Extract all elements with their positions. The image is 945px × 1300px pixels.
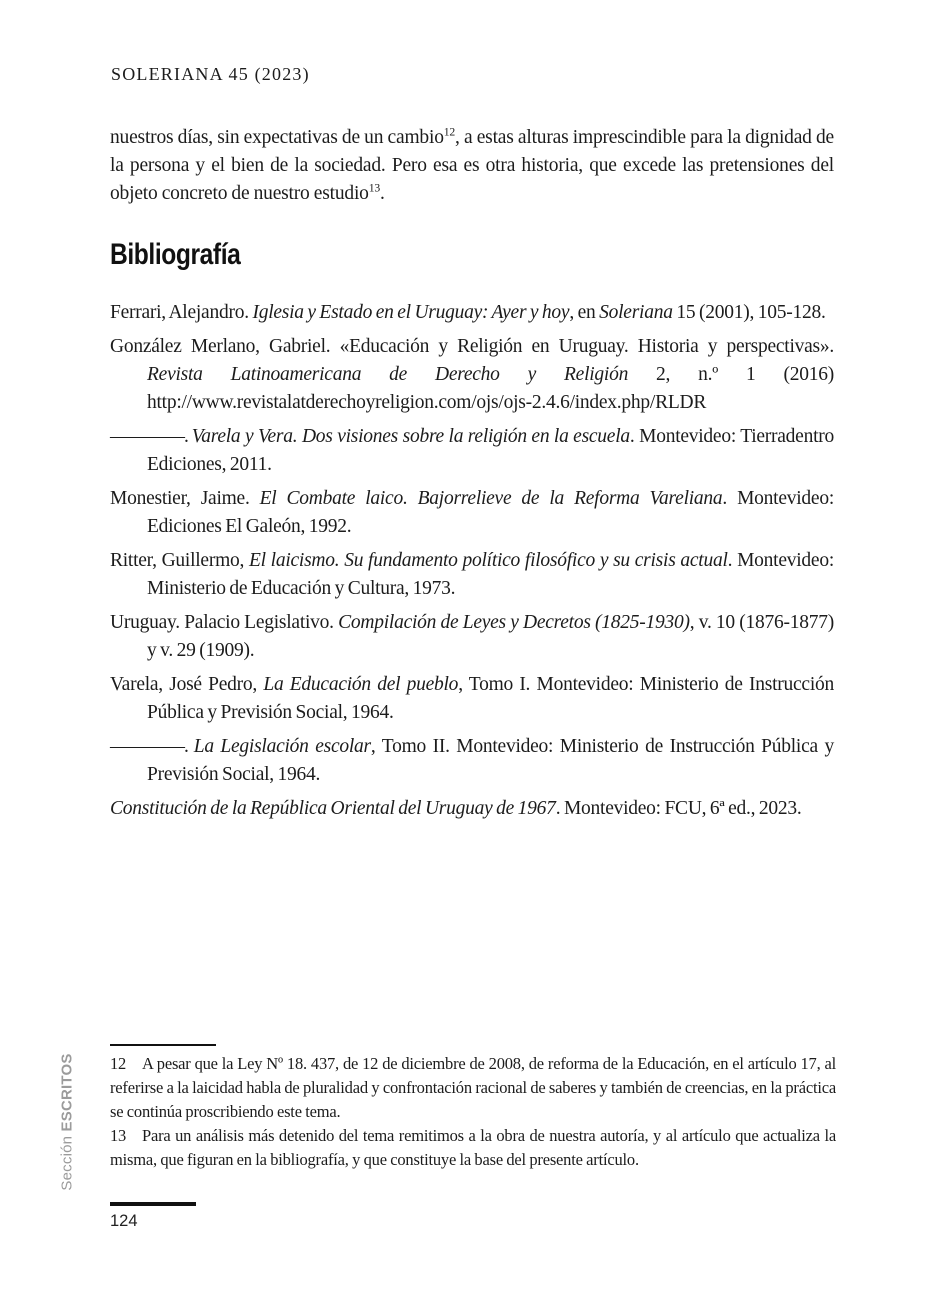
bibliography-entry <box>110 299 834 327</box>
bibliography-text: Monestier, Jaime. <box>110 488 260 509</box>
section-label <box>59 1053 76 1190</box>
bibliography-title-italic: Revista Latinoamericana de Derecho y Religión <box>147 364 629 385</box>
bibliography-entry <box>110 333 834 417</box>
footnote-text: A pesar que la Ley Nº 18. 437, de 12 de diciembre de 2008, de reforma de la Educación, en el artículo 17, al referirse a la laicidad habla de pluralidad y confrontación racional de saberes y también de creencias, en la práctica se continúa proscribiendo este tema. <box>110 1054 836 1121</box>
bibliography-text: ————. <box>110 736 194 757</box>
bibliography-title-italic: Constitución de la República Oriental del Uruguay de 1967 <box>110 798 556 819</box>
bibliography-heading: Bibliografía <box>110 238 241 271</box>
footnotes-block <box>110 1052 836 1172</box>
bibliography-list <box>110 299 834 829</box>
body-text-part3: . <box>380 183 385 204</box>
section-label-prefix: Sección <box>58 1135 76 1191</box>
body-paragraph <box>110 124 834 208</box>
footnote-separator-rule <box>110 1044 216 1046</box>
bibliography-entry <box>110 485 834 541</box>
footnote-number: 12 <box>110 1054 127 1073</box>
bibliography-text: Uruguay. Palacio Legislativo. <box>110 612 339 633</box>
bibliography-title-italic: Varela y Vera. Dos visiones sobre la religión en la escuela <box>191 426 630 447</box>
bibliography-text: Ritter, Guillermo, <box>110 550 249 571</box>
bibliography-entry <box>110 671 834 727</box>
body-text-part2: , a estas alturas imprescindible para la dignidad de la persona y el bien de la sociedad. Pero esa es otra historia, que excede las pretensiones del objeto concreto de nuestro estudio <box>110 127 835 204</box>
footnote-12 <box>110 1052 836 1124</box>
bibliography-text: González Merlano, Gabriel. «Educación y Religión en Uruguay. Historia y perspectivas». <box>110 336 834 357</box>
bibliography-text: Varela, José Pedro, <box>110 674 264 695</box>
bibliography-text: , en <box>569 302 600 323</box>
bibliography-title-italic: El Combate laico. Bajorrelieve de la Reforma Vareliana <box>259 488 723 509</box>
bibliography-entry <box>110 733 834 789</box>
footnote-text: Para un análisis más detenido del tema remitimos a la obra de nuestra autoría, y al artículo que actualiza la misma, que figuran en la bibliografía, y que constituye la base del presente artículo. <box>110 1126 836 1169</box>
bibliography-text: . Montevideo: Tierradentro Ediciones, 2011. <box>147 426 834 475</box>
page-number: 124 <box>110 1212 138 1230</box>
journal-running-header: SOLERIANA 45 (2023) <box>111 64 310 84</box>
bibliography-entry <box>110 547 834 603</box>
footnote-number: 13 <box>110 1126 127 1145</box>
bibliography-text: , Tomo I. Montevideo: Ministerio de Instrucción Pública y Previsión Social, 1964. <box>147 674 834 723</box>
section-label-name: ESCRITOS <box>58 1053 76 1132</box>
bibliography-title-italic: Compilación de Leyes y Decretos (1825-1930) <box>338 612 690 633</box>
bibliography-title-italic: La Legislación escolar <box>193 736 371 757</box>
footnote-13 <box>110 1124 836 1172</box>
bibliography-entry <box>110 423 834 479</box>
footnote-ref-13: 13 <box>368 181 381 195</box>
bibliography-url: http://www.revistalatderechoyreligion.com/ojs/ojs-2.4.6/index.php/RLDR <box>147 392 707 413</box>
bibliography-title-italic: Soleriana <box>599 302 673 323</box>
bibliography-text: . Montevideo: Ministerio de Educación y Cultura, 1973. <box>147 550 834 599</box>
bibliography-text: 15 (2001), 105-128. <box>672 302 826 323</box>
bibliography-text: . Montevideo: Ediciones El Galeón, 1992. <box>147 488 834 537</box>
bibliography-text: , v. 10 (1876-1877) y v. 29 (1909). <box>147 612 835 661</box>
bibliography-text: . Montevideo: FCU, 6ª ed., 2023. <box>555 798 802 819</box>
bibliography-text: Ferrari, Alejandro. <box>110 302 253 323</box>
bibliography-text: , Tomo II. Montevideo: Ministerio de Instrucción Pública y Previsión Social, 1964. <box>147 736 835 785</box>
bibliography-entry <box>110 795 834 823</box>
bibliography-text: ————. <box>110 426 192 447</box>
bibliography-title-italic: Iglesia y Estado en el Uruguay: Ayer y hoy <box>252 302 570 323</box>
page-number-bar <box>110 1202 196 1206</box>
bibliography-title-italic: La Educación del pueblo <box>263 674 459 695</box>
bibliography-title-italic: El laicismo. Su fundamento político filosófico y su crisis actual <box>248 550 728 571</box>
bibliography-entry <box>110 609 834 665</box>
body-text-part1: nuestros días, sin expectativas de un cambio <box>110 127 444 148</box>
bibliography-text: 2, n.º 1 (2016) <box>628 364 834 385</box>
footnote-ref-12: 12 <box>443 125 456 139</box>
